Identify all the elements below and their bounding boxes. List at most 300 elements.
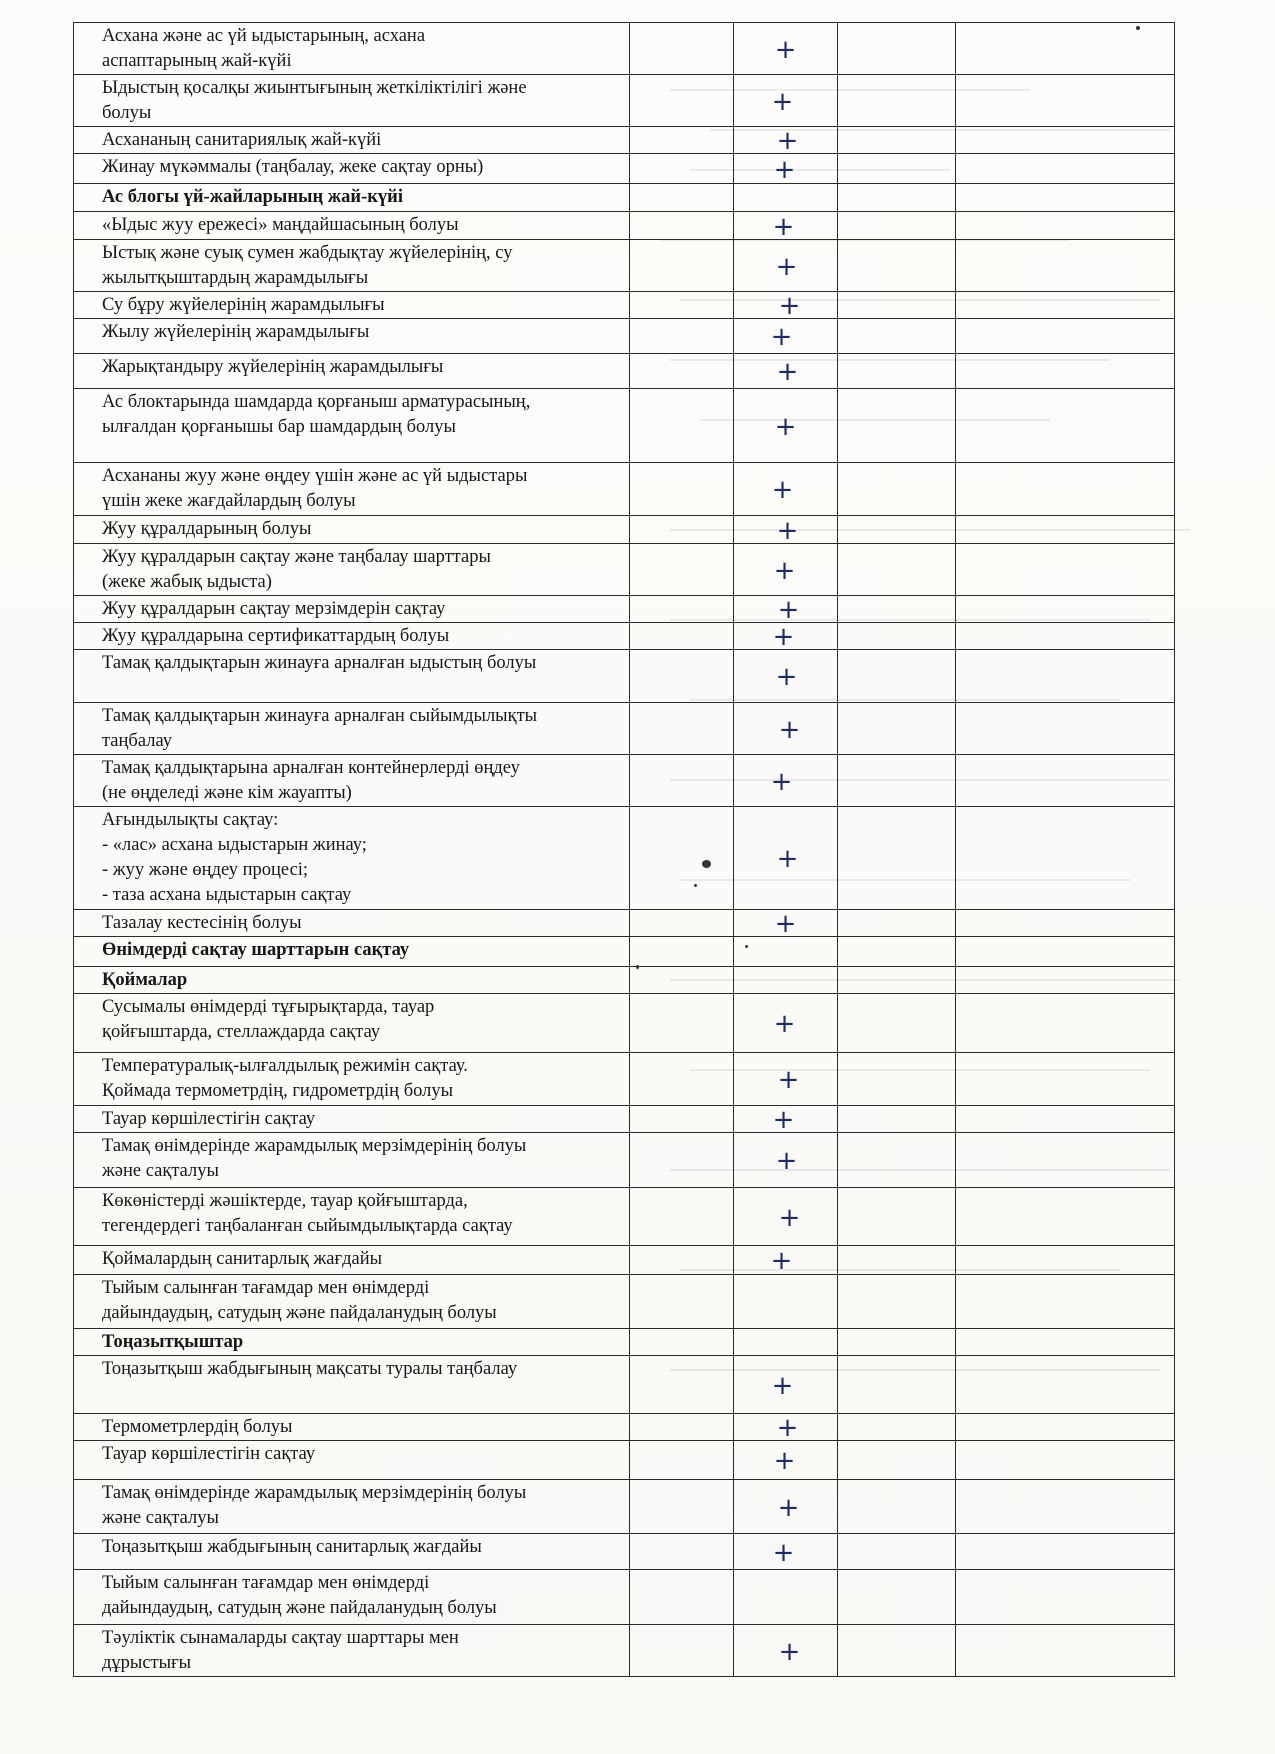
column-4-cell xyxy=(956,650,1175,703)
criterion-label xyxy=(74,755,630,807)
handwritten-plus-mark: + xyxy=(770,766,793,797)
checklist-row xyxy=(74,1441,1175,1480)
criterion-label-line: Асхананы жуу және өңдеу үшін және ас үй ыдыстары xyxy=(102,466,528,486)
checklist-row xyxy=(74,1188,1175,1246)
checklist-row xyxy=(74,1480,1175,1534)
handwritten-plus-mark: + xyxy=(772,1105,795,1133)
handwritten-plus-mark: + xyxy=(774,411,797,442)
criterion-label xyxy=(74,967,630,994)
result-mark-cell xyxy=(734,1534,838,1570)
column-4-cell xyxy=(956,937,1175,967)
criterion-label xyxy=(74,994,630,1053)
checklist-body xyxy=(74,23,1175,1677)
criterion-label-line: және сақталуы xyxy=(102,1508,219,1528)
column-1-cell xyxy=(630,623,734,650)
column-4-cell xyxy=(956,154,1175,184)
result-mark-cell xyxy=(734,154,838,184)
criterion-label xyxy=(74,319,630,354)
criterion-label xyxy=(74,127,630,154)
criterion-label xyxy=(74,389,630,463)
column-3-cell xyxy=(838,1625,956,1677)
criterion-label-line: жылытқыштардың жарамдылығы xyxy=(102,268,369,288)
criterion-label xyxy=(74,1275,630,1329)
handwritten-plus-mark: + xyxy=(770,322,793,353)
criterion-label-line: дұрыстығы xyxy=(102,1653,192,1673)
criterion-label-line: ылғалдан қорғанышы бар шамдардың болуы xyxy=(102,417,456,437)
criterion-label-line: Жуу құралдарын сақтау және таңбалау шарттары xyxy=(102,547,491,567)
handwritten-plus-mark: + xyxy=(771,475,794,506)
column-4-cell xyxy=(956,1329,1175,1356)
column-1-cell xyxy=(630,967,734,994)
result-mark-cell xyxy=(734,755,838,807)
criterion-label-line: Тоңазытқыш жабдығының санитарлық жағдайы xyxy=(102,1537,482,1557)
column-3-cell xyxy=(838,1356,956,1414)
criterion-label-line: болуы xyxy=(102,103,152,123)
column-4-cell xyxy=(956,1414,1175,1441)
column-4-cell xyxy=(956,127,1175,154)
column-4-cell xyxy=(956,807,1175,910)
criterion-label-line: Тыйым салынған тағамдар мен өнімдерді xyxy=(102,1278,430,1298)
criterion-label xyxy=(74,354,630,389)
criterion-label xyxy=(74,1534,630,1570)
result-mark-cell xyxy=(734,319,838,354)
checklist-row xyxy=(74,292,1175,319)
criterion-label xyxy=(74,463,630,516)
column-3-cell xyxy=(838,319,956,354)
checklist-row xyxy=(74,807,1175,910)
column-1-cell xyxy=(630,1188,734,1246)
criterion-label xyxy=(74,937,630,967)
criterion-label xyxy=(74,1329,630,1356)
criterion-label-line: Асхана және ас үй ыдыстарының, асхана xyxy=(102,26,426,46)
criterion-label-line: Су бұру жүйелерінің жарамдылығы xyxy=(102,295,385,315)
column-1-cell xyxy=(630,1329,734,1356)
column-4-cell xyxy=(956,544,1175,596)
result-mark-cell xyxy=(734,516,838,544)
checklist-row xyxy=(74,755,1175,807)
column-3-cell xyxy=(838,967,956,994)
handwritten-plus-mark: + xyxy=(776,1413,799,1441)
criterion-label-line: дайындаудың, сатудың және пайдаланудың болуы xyxy=(102,1303,497,1323)
criterion-label xyxy=(74,544,630,596)
column-1-cell xyxy=(630,1625,734,1677)
result-mark-cell xyxy=(734,994,838,1053)
handwritten-plus-mark: + xyxy=(773,1446,796,1477)
column-3-cell xyxy=(838,463,956,516)
criterion-label-line: Тамақ қалдықтарына арналған контейнерлерді өңдеу xyxy=(102,758,520,778)
criterion-label-line: дайындаудың, сатудың және пайдаланудың болуы xyxy=(102,1598,497,1618)
result-mark-cell xyxy=(734,937,838,967)
handwritten-plus-mark: + xyxy=(777,1065,800,1096)
column-1-cell xyxy=(630,240,734,292)
checklist-row xyxy=(74,1570,1175,1625)
criterion-label-line: (жеке жабық ыдыста) xyxy=(102,572,272,592)
result-mark-cell xyxy=(734,1480,838,1534)
scan-speck xyxy=(636,965,639,969)
checklist-row xyxy=(74,1246,1175,1275)
checklist-row xyxy=(74,1534,1175,1570)
criterion-label-line: Жуу құралдарының болуы xyxy=(102,519,312,539)
column-3-cell xyxy=(838,127,956,154)
column-3-cell xyxy=(838,240,956,292)
checklist-row xyxy=(74,623,1175,650)
criterion-label-line: Жарықтандыру жүйелерінің жарамдылығы xyxy=(102,357,444,377)
handwritten-plus-mark: + xyxy=(775,1146,798,1177)
criterion-label xyxy=(74,1441,630,1480)
column-3-cell xyxy=(838,937,956,967)
column-4-cell xyxy=(956,967,1175,994)
column-3-cell xyxy=(838,910,956,937)
column-1-cell xyxy=(630,937,734,967)
handwritten-plus-mark: + xyxy=(772,1537,795,1568)
column-3-cell xyxy=(838,354,956,389)
criterion-label xyxy=(74,807,630,910)
checklist-row xyxy=(74,389,1175,463)
column-4-cell xyxy=(956,994,1175,1053)
column-3-cell xyxy=(838,1106,956,1133)
criterion-label-line: Температуралық-ылғалдылық режимін сақтау. xyxy=(102,1056,468,1076)
checklist-row xyxy=(74,1625,1175,1677)
criterion-label-line: Жылу жүйелерінің жарамдылығы xyxy=(102,322,370,342)
criterion-label xyxy=(74,910,630,937)
column-3-cell xyxy=(838,623,956,650)
criterion-label xyxy=(74,1246,630,1275)
checklist-row xyxy=(74,154,1175,184)
column-4-cell xyxy=(956,23,1175,75)
checklist-row xyxy=(74,75,1175,127)
criterion-label xyxy=(74,703,630,755)
scan-speck xyxy=(745,945,748,948)
criterion-label-line: Тауар көршілестігін сақтау xyxy=(102,1109,316,1129)
column-4-cell xyxy=(956,463,1175,516)
criterion-label-line: Тоңазытқыш жабдығының мақсаты туралы таңбалау xyxy=(102,1359,518,1379)
handwritten-plus-mark: + xyxy=(774,34,797,65)
result-mark-cell xyxy=(734,463,838,516)
criterion-label-line: Ағындылықты сақтау: xyxy=(102,810,279,830)
criterion-label xyxy=(74,184,630,212)
column-4-cell xyxy=(956,1625,1175,1677)
scan-speck xyxy=(1136,26,1140,30)
criterion-label-line: Тамақ өнімдерінде жарамдылық мерзімдерінің болуы xyxy=(102,1136,527,1156)
handwritten-plus-mark: + xyxy=(776,126,799,154)
column-1-cell xyxy=(630,389,734,463)
column-3-cell xyxy=(838,1275,956,1329)
criterion-label-line: - жуу және өңдеу процесі; xyxy=(102,860,309,880)
column-3-cell xyxy=(838,1534,956,1570)
column-4-cell xyxy=(956,75,1175,127)
column-4-cell xyxy=(956,910,1175,937)
result-mark-cell xyxy=(734,703,838,755)
column-4-cell xyxy=(956,703,1175,755)
column-1-cell xyxy=(630,1441,734,1480)
criterion-label-line: «Ыдыс жуу ережесі» маңдайшасының болуы xyxy=(102,215,459,235)
criterion-label xyxy=(74,1414,630,1441)
result-mark-cell xyxy=(734,1275,838,1329)
criterion-label xyxy=(74,1188,630,1246)
checklist-row xyxy=(74,650,1175,703)
column-1-cell xyxy=(630,1246,734,1275)
column-3-cell xyxy=(838,703,956,755)
column-3-cell xyxy=(838,1480,956,1534)
criterion-label-line: Тоңазытқыштар xyxy=(102,1332,244,1352)
handwritten-plus-mark: + xyxy=(778,1202,801,1233)
handwritten-plus-mark: + xyxy=(770,1246,793,1275)
handwritten-plus-mark: + xyxy=(776,515,799,544)
result-mark-cell xyxy=(734,650,838,703)
criterion-label-line: аспаптарының жай-күйі xyxy=(102,51,292,71)
column-1-cell xyxy=(630,544,734,596)
criterion-label xyxy=(74,240,630,292)
column-3-cell xyxy=(838,755,956,807)
column-1-cell xyxy=(630,910,734,937)
handwritten-plus-mark: + xyxy=(773,1009,796,1040)
result-mark-cell xyxy=(734,389,838,463)
criterion-label-line: Тауар көршілестігін сақтау xyxy=(102,1444,316,1464)
criterion-label xyxy=(74,292,630,319)
checklist-row xyxy=(74,23,1175,75)
result-mark-cell xyxy=(734,23,838,75)
criterion-label-line: Тамақ қалдықтарын жинауға арналған ыдыстың болуы xyxy=(102,653,537,673)
handwritten-plus-mark: + xyxy=(778,714,801,745)
result-mark-cell xyxy=(734,212,838,240)
section-row xyxy=(74,1329,1175,1356)
criterion-label xyxy=(74,1625,630,1677)
column-4-cell xyxy=(956,516,1175,544)
column-3-cell xyxy=(838,544,956,596)
column-1-cell xyxy=(630,319,734,354)
column-1-cell xyxy=(630,75,734,127)
result-mark-cell xyxy=(734,807,838,910)
checklist-row xyxy=(74,596,1175,623)
checklist-row xyxy=(74,994,1175,1053)
column-4-cell xyxy=(956,1106,1175,1133)
column-3-cell xyxy=(838,807,956,910)
handwritten-plus-mark: + xyxy=(778,291,801,319)
checklist-row xyxy=(74,1275,1175,1329)
column-1-cell xyxy=(630,1480,734,1534)
result-mark-cell xyxy=(734,240,838,292)
criterion-label xyxy=(74,23,630,75)
section-row xyxy=(74,184,1175,212)
column-1-cell xyxy=(630,1570,734,1625)
column-3-cell xyxy=(838,23,956,75)
column-3-cell xyxy=(838,184,956,212)
handwritten-plus-mark: + xyxy=(776,357,799,388)
column-1-cell xyxy=(630,463,734,516)
criterion-label xyxy=(74,212,630,240)
scan-speck xyxy=(702,860,711,868)
column-4-cell xyxy=(956,1246,1175,1275)
checklist-row xyxy=(74,910,1175,937)
column-3-cell xyxy=(838,212,956,240)
criterion-label-line: таңбалау xyxy=(102,731,172,751)
checklist-row xyxy=(74,1414,1175,1441)
criterion-label-line: Ас блогы үй-жайларының жай-күйі xyxy=(102,187,403,207)
criterion-label-line: Ыдыстың қосалқы жиынтығының жеткіліктілігі және xyxy=(102,78,527,98)
criterion-label xyxy=(74,1133,630,1188)
criterion-label-line: Көкөністерді жәшіктерде, тауар қойғыштарда, xyxy=(102,1191,468,1211)
handwritten-plus-mark: + xyxy=(778,1636,801,1667)
criterion-label xyxy=(74,516,630,544)
column-1-cell xyxy=(630,212,734,240)
criterion-label-line: және сақталуы xyxy=(102,1161,219,1181)
criterion-label-line: Тамақ қалдықтарын жинауға арналған сыйымдылықты xyxy=(102,706,538,726)
column-1-cell xyxy=(630,23,734,75)
result-mark-cell xyxy=(734,967,838,994)
column-1-cell xyxy=(630,994,734,1053)
criterion-label-line: (не өңделеді және кім жауапты) xyxy=(102,783,352,803)
column-1-cell xyxy=(630,1275,734,1329)
handwritten-plus-mark: + xyxy=(771,1370,794,1401)
handwritten-plus-mark: + xyxy=(772,622,795,650)
criterion-label-line: Қоймалар xyxy=(102,970,188,990)
scan-speck xyxy=(694,884,697,887)
column-4-cell xyxy=(956,1133,1175,1188)
checklist-row xyxy=(74,463,1175,516)
column-4-cell xyxy=(956,319,1175,354)
column-1-cell xyxy=(630,1356,734,1414)
result-mark-cell xyxy=(734,1188,838,1246)
column-1-cell xyxy=(630,354,734,389)
column-4-cell xyxy=(956,212,1175,240)
column-3-cell xyxy=(838,994,956,1053)
criterion-label-line: Жуу құралдарын сақтау мерзімдерін сақтау xyxy=(102,599,446,619)
column-3-cell xyxy=(838,650,956,703)
column-3-cell xyxy=(838,154,956,184)
column-1-cell xyxy=(630,516,734,544)
result-mark-cell xyxy=(734,184,838,212)
column-4-cell xyxy=(956,596,1175,623)
criterion-label-line: Тазалау кестесінің болуы xyxy=(102,913,302,933)
inspection-checklist-table xyxy=(73,22,1175,1677)
criterion-label-line: - «лас» асхана ыдыстарын жинау; xyxy=(102,835,367,855)
handwritten-plus-mark: + xyxy=(773,555,796,586)
column-4-cell xyxy=(956,292,1175,319)
column-4-cell xyxy=(956,389,1175,463)
column-3-cell xyxy=(838,75,956,127)
criterion-label-line: Жинау мүкәммалы (таңбалау, жеке сақтау орны) xyxy=(102,157,484,177)
checklist-row xyxy=(74,240,1175,292)
column-3-cell xyxy=(838,516,956,544)
result-mark-cell xyxy=(734,1414,838,1441)
checklist-row xyxy=(74,516,1175,544)
result-mark-cell xyxy=(734,596,838,623)
checklist-row xyxy=(74,1053,1175,1106)
handwritten-plus-mark: + xyxy=(777,1492,800,1523)
section-row xyxy=(74,967,1175,994)
checklist-row xyxy=(74,544,1175,596)
result-mark-cell xyxy=(734,75,838,127)
checklist-row xyxy=(74,1356,1175,1414)
checklist-row xyxy=(74,354,1175,389)
column-3-cell xyxy=(838,1570,956,1625)
column-3-cell xyxy=(838,1188,956,1246)
column-4-cell xyxy=(956,1441,1175,1480)
handwritten-plus-mark: + xyxy=(773,154,796,184)
column-1-cell xyxy=(630,1053,734,1106)
column-1-cell xyxy=(630,127,734,154)
criterion-label-line: Өнімдерді сақтау шарттарын сақтау xyxy=(102,940,410,960)
column-1-cell xyxy=(630,1534,734,1570)
criterion-label xyxy=(74,75,630,127)
column-1-cell xyxy=(630,1414,734,1441)
column-4-cell xyxy=(956,1275,1175,1329)
column-1-cell xyxy=(630,292,734,319)
column-4-cell xyxy=(956,184,1175,212)
handwritten-plus-mark: + xyxy=(776,844,799,875)
criterion-label-line: Ас блоктарында шамдарда қорғаныш арматурасының, xyxy=(102,392,531,412)
checklist-row xyxy=(74,212,1175,240)
criterion-label-line: Тәуліктік сынамаларды сақтау шарттары мен xyxy=(102,1628,459,1648)
criterion-label-line: Қоймалардың санитарлық жағдайы xyxy=(102,1249,383,1269)
column-3-cell xyxy=(838,292,956,319)
result-mark-cell xyxy=(734,910,838,937)
criterion-label-line: Термометрлердің болуы xyxy=(102,1417,293,1437)
criterion-label xyxy=(74,1106,630,1133)
column-1-cell xyxy=(630,703,734,755)
criterion-label xyxy=(74,1053,630,1106)
column-3-cell xyxy=(838,1329,956,1356)
checklist-row xyxy=(74,1133,1175,1188)
column-1-cell xyxy=(630,596,734,623)
column-4-cell xyxy=(956,354,1175,389)
column-1-cell xyxy=(630,154,734,184)
column-4-cell xyxy=(956,1480,1175,1534)
column-4-cell xyxy=(956,1356,1175,1414)
handwritten-plus-mark: + xyxy=(774,909,797,937)
column-1-cell xyxy=(630,1133,734,1188)
column-1-cell xyxy=(630,755,734,807)
result-mark-cell xyxy=(734,544,838,596)
result-mark-cell xyxy=(734,623,838,650)
criterion-label-line: тегендердегі таңбаланған сыйымдылықтарда сақтау xyxy=(102,1216,513,1236)
result-mark-cell xyxy=(734,1441,838,1480)
handwritten-plus-mark: + xyxy=(775,251,798,282)
section-row xyxy=(74,937,1175,967)
column-4-cell xyxy=(956,755,1175,807)
column-3-cell xyxy=(838,1414,956,1441)
column-4-cell xyxy=(956,1534,1175,1570)
criterion-label xyxy=(74,596,630,623)
column-1-cell xyxy=(630,807,734,910)
criterion-label-line: - таза асхана ыдыстарын сақтау xyxy=(102,885,352,905)
criterion-label-line: Ыстық және суық сумен жабдықтау жүйелерінің, су xyxy=(102,243,513,263)
column-3-cell xyxy=(838,596,956,623)
column-4-cell xyxy=(956,240,1175,292)
criterion-label-line: қойғыштарда, стеллаждарда сақтау xyxy=(102,1022,381,1042)
column-3-cell xyxy=(838,1441,956,1480)
criterion-label xyxy=(74,623,630,650)
criterion-label-line: Қоймада термометрдің, гидрометрдің болуы xyxy=(102,1081,454,1101)
column-1-cell xyxy=(630,650,734,703)
handwritten-plus-mark: + xyxy=(771,86,794,117)
criterion-label xyxy=(74,1570,630,1625)
result-mark-cell xyxy=(734,354,838,389)
column-1-cell xyxy=(630,1106,734,1133)
criterion-label-line: үшін жеке жағдайлардың болуы xyxy=(102,491,356,511)
column-4-cell xyxy=(956,623,1175,650)
criterion-label xyxy=(74,154,630,184)
checklist-row xyxy=(74,703,1175,755)
criterion-label-line: Сусымалы өнімдерді тұғырықтарда, тауар xyxy=(102,997,435,1017)
handwritten-plus-mark: + xyxy=(777,595,800,623)
column-4-cell xyxy=(956,1188,1175,1246)
checklist-row xyxy=(74,319,1175,354)
result-mark-cell xyxy=(734,1570,838,1625)
result-mark-cell xyxy=(734,127,838,154)
result-mark-cell xyxy=(734,292,838,319)
result-mark-cell xyxy=(734,1053,838,1106)
